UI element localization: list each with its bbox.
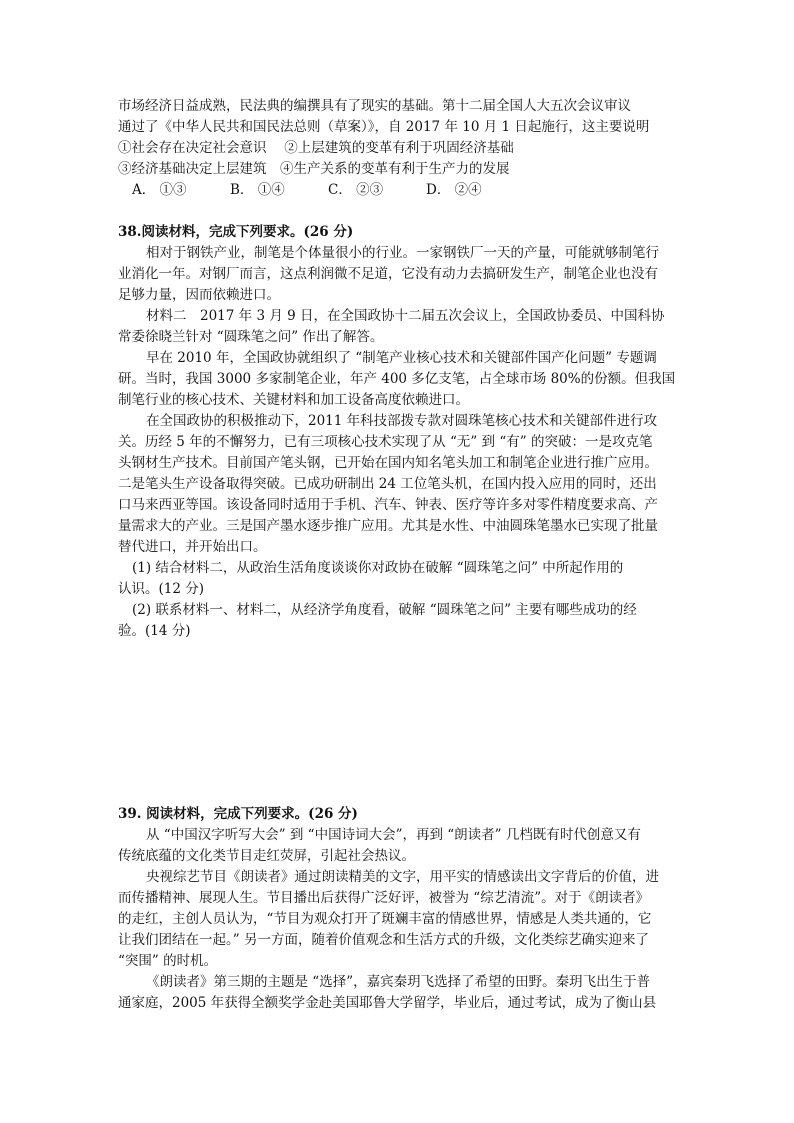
q37-line-1: 市场经济日益成熟，民法典的编撰具有了现实的基础。第十二届全国人大五次会议审议 <box>118 98 631 114</box>
q38-material-one <box>118 243 678 306</box>
text-line: 认识。(12 分) <box>118 581 205 597</box>
text-line: “突围” 的时机。 <box>118 953 218 969</box>
text-line: 传统底蕴的文化类节目走红荧屏，引起社会热议。 <box>118 848 415 864</box>
text-line: 让我们团结在一起。” 另一方面，随着价值观念和生活方式的升级，文化类综艺确实迎来了 <box>118 932 649 948</box>
text-line: 而传播精神、展现人生。节目播出后获得广泛好评，被誉为 “综艺清流”。对于《朗读者》 <box>118 890 650 906</box>
option-d: D． ②④ <box>426 182 482 198</box>
text-line: 通家庭，2005 年获得全额奖学金赴美国耶鲁大学留学，毕业后，通过考试，成为了衡山县 <box>118 995 657 1011</box>
text-line: (1) 结合材料二，从政治生活角度谈谈你对政协在破解 “圆珠笔之问” 中所起作用的 <box>132 560 624 576</box>
q37-line-4: ③经济基础决定上层建筑 ④生产关系的变革有利于生产力的发展 <box>118 161 510 177</box>
q37-line-2: 通过了《中华人民共和国民法总则（草案）》，自 2017 年 10 月 1 日起施行，这主要说明 <box>118 119 650 135</box>
q38-title: 38.阅读材料，完成下列要求。(26 分) <box>118 224 354 240</box>
q38-material-two-p3 <box>118 411 678 558</box>
q38-material-two-p2 <box>118 348 678 411</box>
text-line: 的走红，主创人员认为，“节目为观众打开了斑斓丰富的情感世界，情感是人类共通的，它 <box>118 911 652 927</box>
q39-p1 <box>118 825 678 867</box>
text-line: 业消化一年。对钢厂而言，这点利润微不足道，它没有动力去搞研发生产，制笔企业也没有 <box>118 266 658 282</box>
q37-tail <box>118 96 678 201</box>
text-line: 验。(14 分) <box>118 623 191 639</box>
text-line: 相对于钢铁产业，制笔是个体量很小的行业。一家钢铁厂一天的产量，可能就够制笔行 <box>146 245 659 261</box>
text-line: 央视综艺节目《朗读者》通过朗读精美的文字，用平实的情感读出文字背后的价值，进 <box>146 869 659 885</box>
text-line: 二是笔头生产设备取得突破。已成功研制出 24 工位笔头机，在国内投入应用的同时，还出 <box>118 476 657 492</box>
text-line: 制笔行业的核心技术、关键材料和加工设备高度依赖进口。 <box>118 392 469 408</box>
q39-p3 <box>118 972 678 1014</box>
q38-material-two-intro <box>118 306 678 348</box>
q39-section <box>118 804 678 1014</box>
text-line: (2) 联系材料一、材料二，从经济学角度看，破解 “圆珠笔之问” 主要有哪些成功的经 <box>132 602 637 618</box>
text-line: 足够力量，因而依赖进口。 <box>118 287 280 303</box>
q39-p2 <box>118 867 678 972</box>
q37-options <box>118 180 678 201</box>
option-c: C． ②③ <box>328 182 384 198</box>
text-line: 在全国政协的积极推动下，2011 年科技部拨专款对圆珠笔核心技术和关键部件进行攻 <box>146 413 658 429</box>
text-line: 口马来西亚等国。该设备同时适用于手机、汽车、钟表、医疗等许多对零件精度要求高、产 <box>118 497 658 513</box>
text-line: 《朗读者》第三期的主题是 “选择”，嘉宾秦玥飞选择了希望的田野。秦玥飞出生于普 <box>146 974 651 990</box>
q38-subquestion-1 <box>118 558 678 600</box>
text-line: 关。历经 5 年的不懈努力，已有三项核心技术实现了从 “无” 到 “有” 的突破：一是攻克笔 <box>118 434 653 450</box>
q39-title: 39. 阅读材料，完成下列要求。(26 分) <box>118 806 358 822</box>
text-line: 早在 2010 年，全国政协就组织了 “制笔产业核心技术和关键部件国产化问题” 专题调 <box>146 350 657 366</box>
option-b: B． ①④ <box>230 182 285 198</box>
text-line: 量需求大的产业。三是国产墨水逐步推广应用。尤其是水性、中油圆珠笔墨水已实现了批量 <box>118 518 658 534</box>
text-line: 常委徐晓兰针对 “圆珠笔之问” 作出了解答。 <box>118 329 384 345</box>
q38-subquestion-2 <box>118 600 678 642</box>
text-line: 从 “中国汉字听写大会” 到 “中国诗词大会”，再到 “朗读者” 几档既有时代创意又有 <box>146 827 641 843</box>
q38-section <box>118 222 678 642</box>
option-a: A． ①③ <box>132 182 187 198</box>
text-line: 研。当时，我国 3000 多家制笔企业，年产 400 多亿支笔，占全球市场 80%的份额。但我国 <box>118 371 676 387</box>
q37-line-3: ①社会存在决定社会意识 ②上层建筑的变革有利于巩固经济基础 <box>118 140 514 156</box>
text-line: 头钢材生产技术。目前国产笔头钢，已开始在国内知名笔头加工和制笔企业进行推广应用。 <box>118 455 658 471</box>
text-line: 替代进口，并开始出口。 <box>118 539 267 555</box>
text-line: 材料二 2017 年 3 月 9 日，在全国政协十二届五次会议上，全国政协委员、中国科协 <box>146 308 665 324</box>
